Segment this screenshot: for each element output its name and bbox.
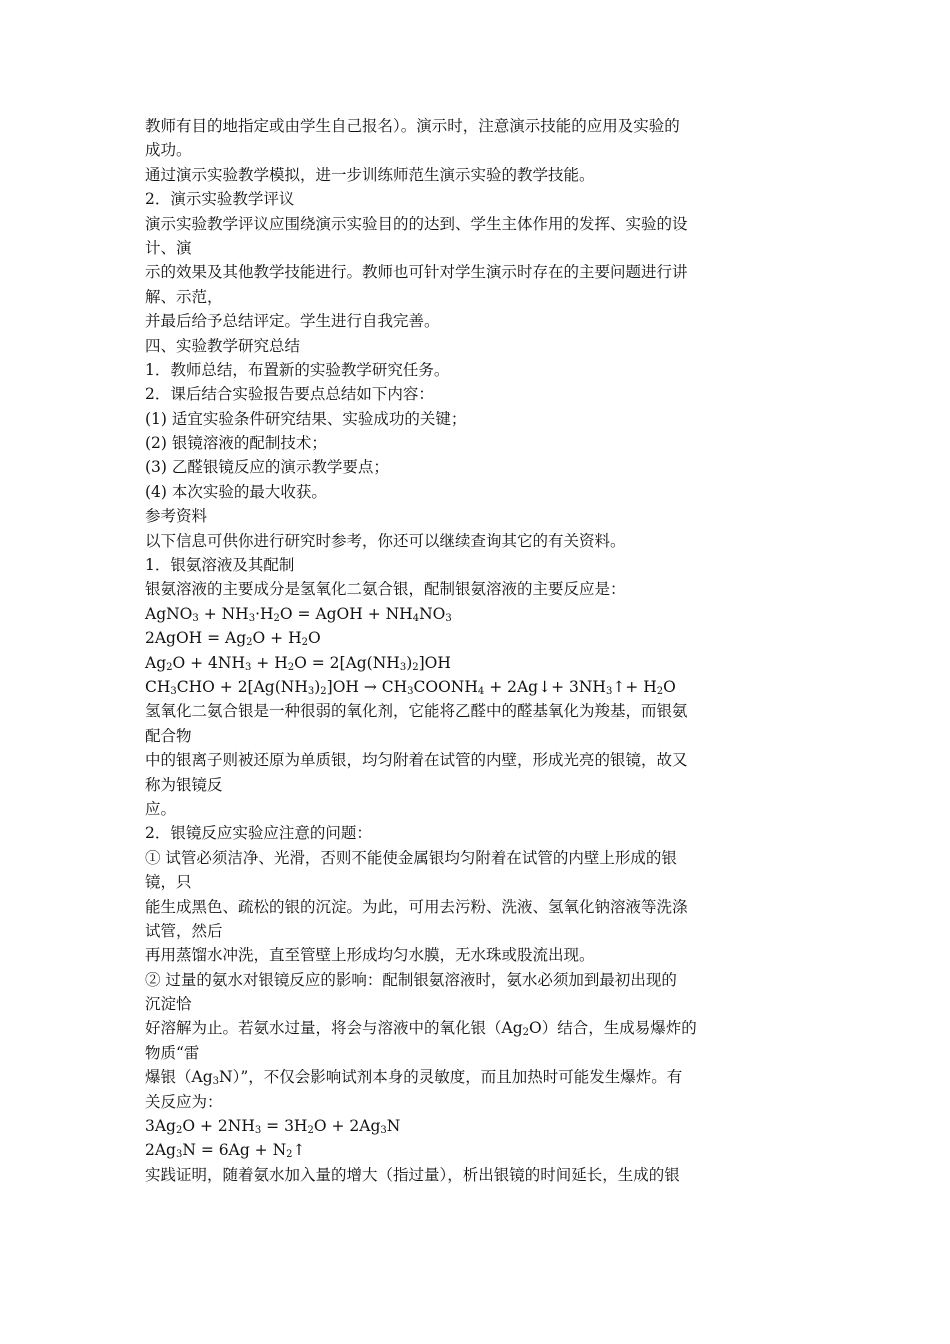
text-line: 中的银离子则被还原为单质银，均匀附着在试管的内壁，形成光亮的银镜，故又 — [145, 751, 688, 770]
text-line: 应。 — [145, 799, 177, 818]
text-line: 试管，然后 — [145, 921, 223, 940]
text-line: 配合物 — [145, 726, 192, 745]
chemical-equation: $3Ag_2O + 2NH_3 = 3H_2O + 2Ag_3N$ — [145, 1117, 401, 1137]
text-line: 1．教师总结，布置新的实验教学研究任务。 — [145, 360, 450, 379]
list-item: (4) 本次实验的最大收获。 — [145, 482, 327, 501]
text-line: 实践证明，随着氨水加入量的增大（指过量），析出银镜的时间延长，生成的银 — [145, 1165, 680, 1184]
text-line: 演示实验教学评议应围绕演示实验目的的达到、学生主体作用的发挥、实验的设 — [145, 214, 688, 233]
text-line: 物质“雷 — [145, 1043, 200, 1062]
text-line: 爆银$(Ag_3N)$”，不仅会影响试剂本身的灵敏度，而且加热时可能发生爆炸。有 — [145, 1068, 683, 1088]
text-line: 以下信息可供你进行研究时参考，你还可以继续查询其它的有关资料。 — [145, 531, 626, 550]
text-line: 氢氧化二氨合银是一种很弱的氧化剂，它能将乙醛中的醛基氧化为羧基，而银氨 — [145, 702, 688, 721]
chemical-equation: 2AgOH = $Ag_2O + H_2O$ — [145, 629, 321, 649]
list-item: (3) 乙醛银镜反应的演示教学要点； — [145, 458, 389, 477]
text-line: 2．课后结合实验报告要点总结如下内容： — [145, 385, 434, 404]
chemical-equation: $2Ag_3N = 6Ag$ + $N_2↑$ — [145, 1141, 306, 1161]
section-heading: 四、实验教学研究总结 — [145, 336, 301, 355]
section-heading: 参考资料 — [145, 507, 208, 526]
text-line: 教师有目的地指定或由学生自己报名）。演示时，注意演示技能的应用及实验的 — [145, 117, 680, 135]
text-line: 沉淀恰 — [145, 995, 192, 1014]
section-heading: 1．银氨溶液及其配制 — [145, 556, 295, 575]
text-line: 称为银镜反 — [145, 775, 223, 794]
text-line: 再用蒸馏水冲洗，直至管壁上形成均匀水膜，无水珠或股流出现。 — [145, 946, 595, 965]
text-line: 计、演 — [145, 238, 192, 257]
text-line: 解、示范， — [145, 287, 223, 306]
text-line: 好溶解为止。若氨水过量，将会与溶液中的氧化银$(Ag_2O)$结合，生成易爆炸的 — [145, 1019, 697, 1039]
chemical-equation: $Ag_2O + 4NH_3 + H_2O = 2[Ag(NH_3)_2]OH$ — [145, 653, 451, 673]
text-line: 关反应为： — [145, 1092, 223, 1111]
document-body — [145, 114, 815, 1187]
text-line: 镜，只 — [145, 873, 192, 892]
text-line: ① 试管必须洁净、光滑，否则不能使金属银均匀附着在试管的内壁上形成的银 — [145, 848, 677, 867]
text-line: 通过演示实验教学模拟，进一步训练师范生演示实验的教学技能。 — [145, 165, 595, 184]
chemical-equation: AgNO$_3$ + $NH_3\cdot H_2O$ = AgOH + $NH_4NO_3$ — [145, 604, 452, 624]
list-item: (1) 适宜实验条件研究结果、实验成功的关键； — [145, 409, 467, 428]
text-line: 并最后给予总结评定。学生进行自我完善。 — [145, 312, 440, 331]
text-line: 能生成黑色、疏松的银的沉淀。为此，可用去污粉、洗液、氢氧化钠溶液等洗涤 — [145, 897, 688, 916]
text-line: 示的效果及其他教学技能进行。教师也可针对学生演示时存在的主要问题进行讲 — [145, 263, 688, 282]
text-line: ② 过量的氨水对银镜反应的影响：配制银氨溶液时，氨水必须加到最初出现的 — [145, 970, 677, 989]
text-line: 成功。 — [145, 141, 192, 160]
section-heading: 2．演示实验教学评议 — [145, 190, 295, 209]
section-heading: 2．银镜反应实验应注意的问题： — [145, 824, 372, 843]
list-item: (2) 银镜溶液的配制技术； — [145, 434, 327, 453]
text-line: 银氨溶液的主要成分是氢氧化二氨合银，配制银氨溶液的主要反应是： — [145, 580, 626, 599]
chemical-equation: $CH_3CHO + 2[Ag(NH_3)_2]OH$ → $CH_3COONH_4$ + 2Ag↓+ $3NH_3↑+ H_2O$ — [145, 677, 676, 697]
